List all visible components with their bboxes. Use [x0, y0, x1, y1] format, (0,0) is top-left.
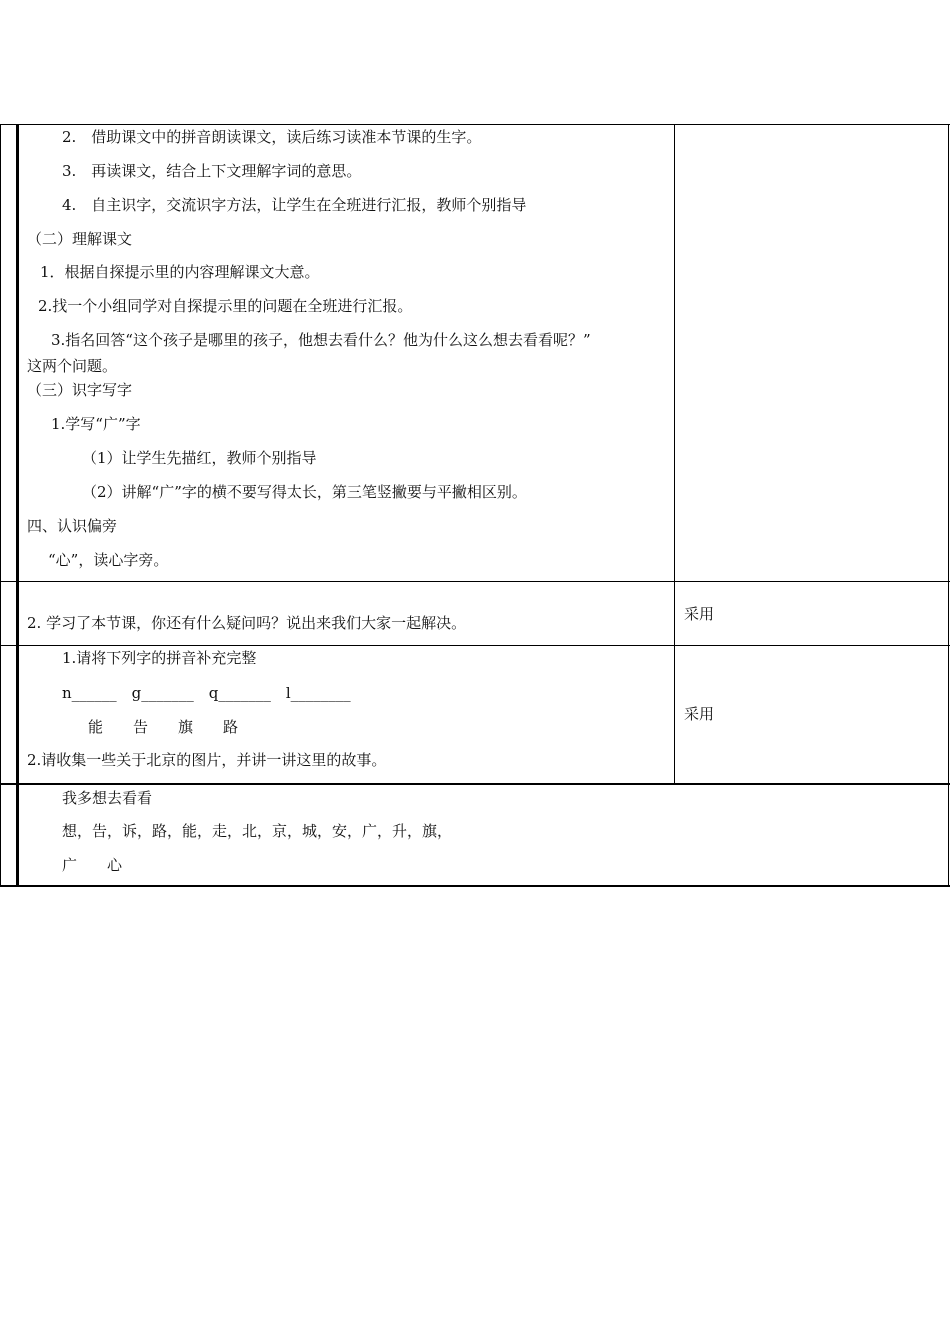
table-right-border: [948, 124, 949, 887]
understand-item-1: 1．根据自探提示里的内容理解课文大意。: [40, 263, 320, 281]
understand-item-3-cont: 这两个问题。: [27, 357, 118, 375]
literacy-sub-1: （1）让学生先描红，教师个别指导: [82, 449, 317, 467]
homework-item-1: 1.请将下列字的拼音补充完整: [62, 649, 257, 667]
heading-understand-text: （二）理解课文: [27, 230, 133, 248]
row-divider-3: [0, 783, 950, 785]
board-radicals: 广 心: [62, 856, 123, 874]
understand-item-3: 3.指名回答“这个孩子是哪里的孩子，他想去看什么？他为什么这么想去看看呢？”: [51, 331, 591, 349]
table-left-border-thin: [0, 124, 1, 887]
pinyin-characters: 能 告 旗 路: [88, 718, 239, 736]
board-characters: 想，告，诉，路，能，走，北，京，城，安，广，升，旗，: [62, 822, 453, 840]
row-divider-1: [0, 581, 950, 582]
board-title: 我多想去看看: [62, 789, 153, 807]
heading-radicals: 四、认识偏旁: [27, 517, 118, 535]
table-top-border: [0, 124, 950, 125]
literacy-sub-2: （2）讲解“广”字的横不要写得太长，第三笔竖撇要与平撇相区别。: [82, 483, 527, 501]
column-divider: [674, 124, 675, 784]
pinyin-blanks: n______ g_______ q_______ l________: [62, 684, 351, 702]
literacy-item-1: 1.学写“广”字: [51, 415, 141, 433]
step-2: 2. 借助课文中的拼音朗读课文，读后练习读准本节课的生字。: [62, 128, 482, 146]
understand-item-2: 2.找一个小组同学对自探提示里的问题在全班进行汇报。: [38, 297, 413, 315]
radical-heart: “心”，读心字旁。: [48, 551, 169, 569]
step-4: 4. 自主识字，交流识字方法，让学生在全班进行汇报，教师个别指导: [62, 196, 527, 214]
heading-literacy: （三）识字写字: [27, 381, 133, 399]
adopt-note: 采用: [684, 705, 715, 723]
adopt-note: 采用: [684, 605, 715, 623]
table-bottom-border: [0, 885, 950, 887]
row-divider-2: [0, 645, 950, 646]
step-3: 3. 再读课文，结合上下文理解字词的意思。: [62, 162, 362, 180]
table-left-border-thick: [16, 124, 19, 887]
question-prompt: 2. 学习了本节课，你还有什么疑问吗？说出来我们大家一起解决。: [27, 614, 467, 632]
homework-item-2: 2.请收集一些关于北京的图片，并讲一讲这里的故事。: [27, 751, 387, 769]
